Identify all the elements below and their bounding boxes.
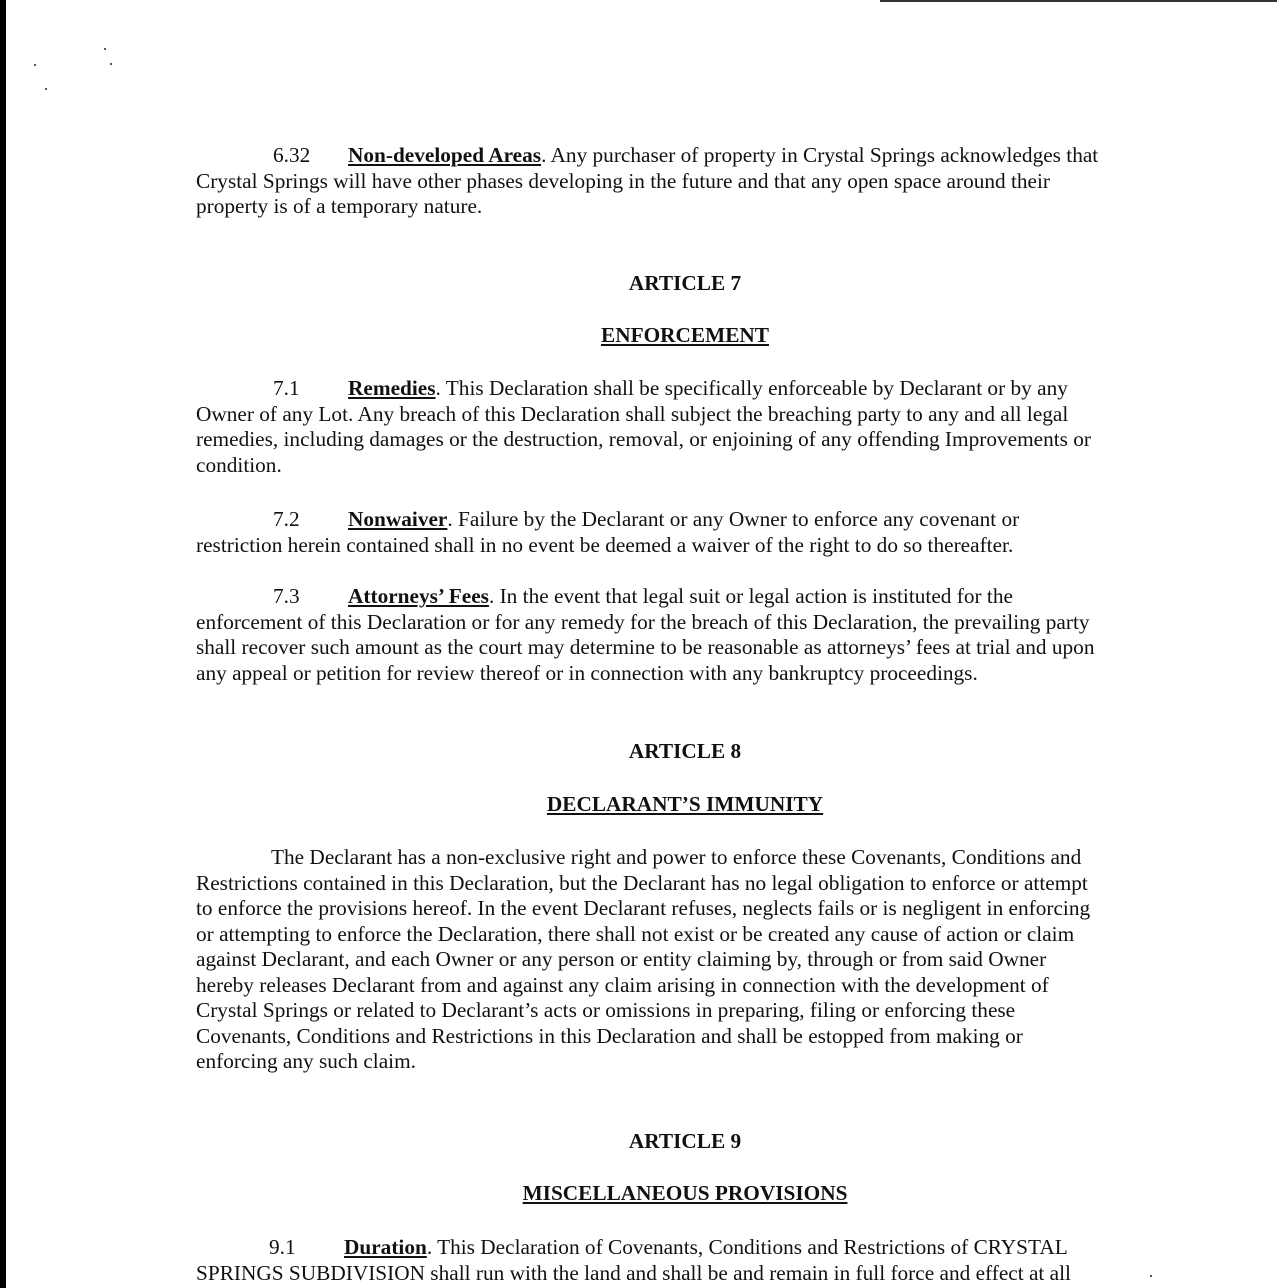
body-line: property is of a temporary nature. (196, 194, 483, 218)
article-title: MISCELLANEOUS PROVISIONS (522, 1181, 848, 1205)
section-first-line (196, 143, 1168, 169)
section-lead-text: . This Declaration shall be specifically enforceable by Declarant or by any (435, 376, 1068, 400)
body-line: restriction herein contained shall in no event be deemed a waiver of the right to do so thereafter. (196, 532, 1014, 557)
body-line: condition. (196, 452, 282, 477)
paragraph-lead-text: The Declarant has a non-exclusive right and power to enforce these Covenants, Conditions and (271, 845, 1082, 869)
body-line: SPRINGS SUBDIVISION shall run with the land and shall be and remain in full force and effect at all (196, 1260, 1071, 1285)
scan-left-border (0, 0, 6, 1288)
body-line: or attempting to enforce the Declaration, there shall not exist or be created any cause of action or claim (196, 921, 1075, 946)
section-first-line (196, 1235, 1168, 1261)
body-line: any appeal or petition for review thereof or in connection with any bankruptcy proceedings. (196, 660, 978, 685)
section-first-line (196, 376, 1168, 402)
section-heading: Nonwaiver (348, 507, 448, 531)
article-title: DECLARANT’S IMMUNITY (546, 792, 824, 816)
section-number: 7.3 (273, 584, 300, 608)
section-number: 7.1 (273, 376, 300, 400)
section-heading: Attorneys’ Fees (348, 584, 489, 608)
section-9-1 (196, 1235, 1168, 1286)
section-7-2 (196, 507, 1168, 558)
article-label: ARTICLE 8 (628, 739, 742, 763)
section-heading: Duration (344, 1235, 427, 1259)
article-title: ENFORCEMENT (600, 323, 769, 347)
section-number: 9.1 (269, 1235, 296, 1259)
body-line: enforcing any such claim. (196, 1049, 416, 1073)
scan-speck (110, 63, 112, 65)
body-line: enforcement of this Declaration or for any remedy for the breach of this Declaration, the prevailing party (196, 609, 1090, 634)
scan-top-border (880, 0, 1277, 2)
body-line: remedies, including damages or the destruction, removal, or enjoining of any offending Improvements or (196, 427, 1092, 451)
section-number: 6.32 (273, 143, 311, 167)
body-line: Covenants, Conditions and Restrictions in this Declaration and shall be estopped from making or (196, 1023, 1023, 1048)
section-first-line (196, 507, 1168, 533)
immunity-paragraph (196, 845, 1168, 1075)
body-line: Crystal Springs will have other phases developing in the future and that any open space around their (196, 168, 1051, 193)
section-7-1 (196, 376, 1168, 478)
section-7-3 (196, 584, 1168, 686)
body-line: to enforce the provisions hereof. In the event Declarant refuses, neglects fails or is negligent in enforcing (196, 896, 1091, 920)
section-heading: Non-developed Areas (348, 143, 542, 167)
body-line: against Declarant, and each Owner or any person or entity claiming by, through or from said Owner (196, 947, 1047, 971)
article-label: ARTICLE 7 (628, 271, 742, 295)
paragraph-first-line (196, 845, 1168, 871)
section-lead-text: . Any purchaser of property in Crystal Springs acknowledges that (541, 143, 1099, 167)
body-line: hereby releases Declarant from and against any claim arising in connection with the development of (196, 972, 1049, 997)
body-line: Crystal Springs or related to Declarant’s acts or omissions in preparing, filing or enforcing these (196, 998, 1016, 1022)
scan-speck (104, 48, 106, 50)
section-heading: Remedies (348, 376, 436, 400)
section-lead-text: . Failure by the Declarant or any Owner to enforce any covenant or (447, 507, 1020, 531)
section-6-32 (196, 143, 1168, 220)
section-number: 7.2 (273, 507, 300, 531)
article-label: ARTICLE 9 (628, 1129, 742, 1153)
body-line: Owner of any Lot. Any breach of this Declaration shall subject the breaching party to any and all legal (196, 401, 1069, 426)
section-lead-text: . In the event that legal suit or legal action is instituted for the (488, 584, 1013, 608)
section-first-line (196, 584, 1168, 610)
body-line: Restrictions contained in this Declaration, but the Declarant has no legal obligation to enforce or attempt (196, 870, 1088, 895)
section-lead-text: . This Declaration of Covenants, Conditions and Restrictions of CRYSTAL (426, 1235, 1068, 1259)
scan-speck (45, 88, 47, 90)
scan-speck (34, 64, 36, 66)
body-line: shall recover such amount as the court may determine to be reasonable as attorneys’ fees at trial and upon (196, 635, 1095, 659)
